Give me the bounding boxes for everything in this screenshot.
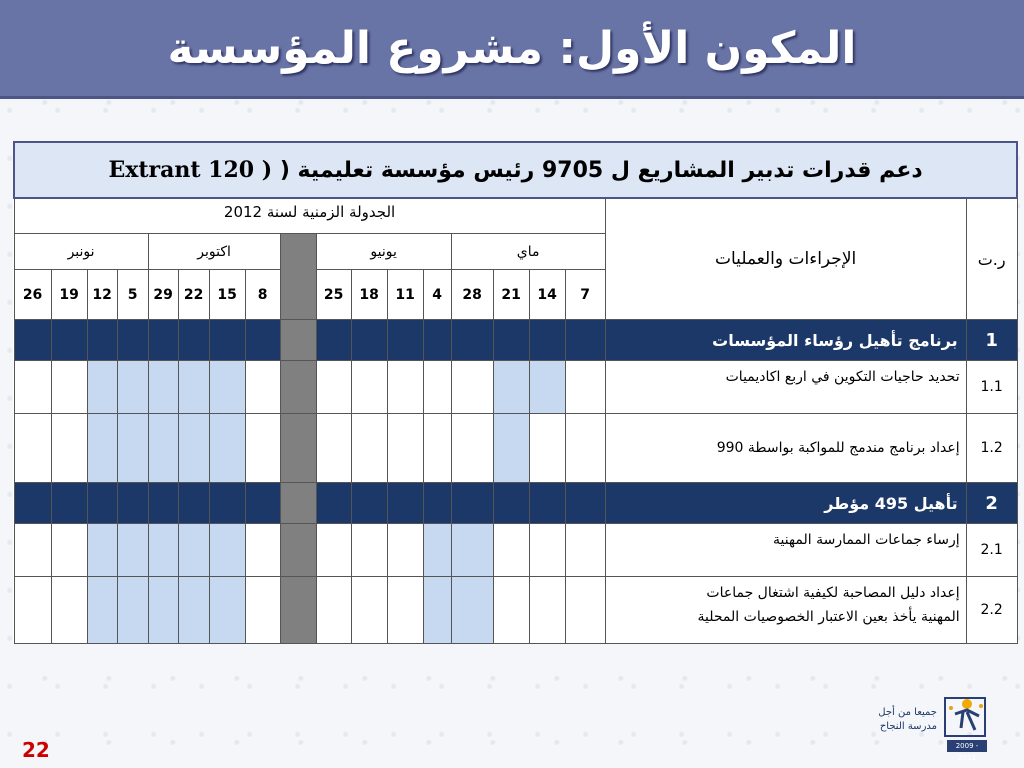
- day-cell: 12: [87, 270, 117, 320]
- page-number: 22: [22, 738, 50, 762]
- day-cell: 29: [148, 270, 178, 320]
- logo-line2: مدرسة النجاح: [879, 721, 937, 732]
- task-row-1-1: [14, 361, 1017, 414]
- logo-figure-icon: [941, 694, 991, 740]
- task-row-2-1: [14, 524, 1017, 577]
- row-label: [605, 577, 966, 644]
- logo-text: [878, 706, 937, 734]
- day-cell: 5: [117, 270, 148, 320]
- day-cell: 21: [493, 270, 529, 320]
- program-logo: [835, 694, 995, 762]
- row-id: 2.2: [966, 577, 1017, 644]
- gap-column: [280, 361, 316, 414]
- row-label: إعداد برنامج مندمج للمواكبة بواسطة 990: [605, 414, 966, 483]
- day-cell: 26: [14, 270, 51, 320]
- row-id: 1.1: [966, 361, 1017, 414]
- row-id: 2.1: [966, 524, 1017, 577]
- row-id: 2: [966, 483, 1017, 524]
- day-cell: 14: [529, 270, 565, 320]
- row-label: برنامج تأهيل رؤساء المؤسسات: [605, 320, 966, 361]
- day-cell: 22: [178, 270, 209, 320]
- gap-column: [280, 234, 316, 320]
- row-label: تأهيل 495 مؤطر: [605, 483, 966, 524]
- row-label: إرساء جماعات الممارسة المهنية: [605, 524, 966, 577]
- day-cell: 7: [565, 270, 605, 320]
- gap-column: [280, 414, 316, 483]
- month-november: نونبر: [14, 234, 148, 270]
- table-banner: [14, 142, 1017, 198]
- actions-header: الإجراءات والعمليات: [605, 198, 966, 320]
- day-cell: 25: [316, 270, 351, 320]
- gap-column: [280, 524, 316, 577]
- schedule-table: [13, 141, 1018, 644]
- row-label-line1: إعداد دليل المصاحبة لكيفية اشتغال جماعات: [706, 585, 960, 601]
- schedule-header: الجدولة الزمنية لسنة 2012: [14, 198, 605, 234]
- day-cell: 19: [51, 270, 87, 320]
- rt-header: ر.ت: [966, 198, 1017, 320]
- section-row-1: [14, 320, 1017, 361]
- day-cell: 11: [387, 270, 423, 320]
- month-june: يونيو: [316, 234, 451, 270]
- row-id: 1: [966, 320, 1017, 361]
- gap-column: [280, 483, 316, 524]
- day-cell: 15: [209, 270, 245, 320]
- gap-column: [280, 577, 316, 644]
- logo-year: 2009 - 2012: [947, 740, 987, 752]
- logo-line1: جميعا من أجل: [878, 707, 937, 718]
- page-title: المكون الأول: مشروع المؤسسة: [167, 22, 857, 74]
- task-row-2-2: [14, 577, 1017, 644]
- month-may: ماي: [451, 234, 605, 270]
- section-row-2: [14, 483, 1017, 524]
- gap-column: [280, 320, 316, 361]
- row-label: تحديد حاجيات التكوين في اربع اكاديميات: [605, 361, 966, 414]
- day-cell: 18: [351, 270, 387, 320]
- banner-latin: Extrant 120 ): [108, 157, 273, 183]
- banner-text: دعم قدرات تدبير المشاريع ل 9705 رئيس مؤسسة تعليمية (: [279, 158, 923, 183]
- schedule-table-wrap: [13, 141, 1017, 644]
- month-october: اكتوبر: [148, 234, 280, 270]
- title-bar: [0, 0, 1024, 99]
- day-cell: 8: [245, 270, 280, 320]
- row-label-line2: المهنية يأخذ بعين الاعتبار الخصوصيات المحلية: [697, 609, 960, 625]
- day-cell: 4: [423, 270, 451, 320]
- row-id: 1.2: [966, 414, 1017, 483]
- day-cell: 28: [451, 270, 493, 320]
- task-row-1-2: [14, 414, 1017, 483]
